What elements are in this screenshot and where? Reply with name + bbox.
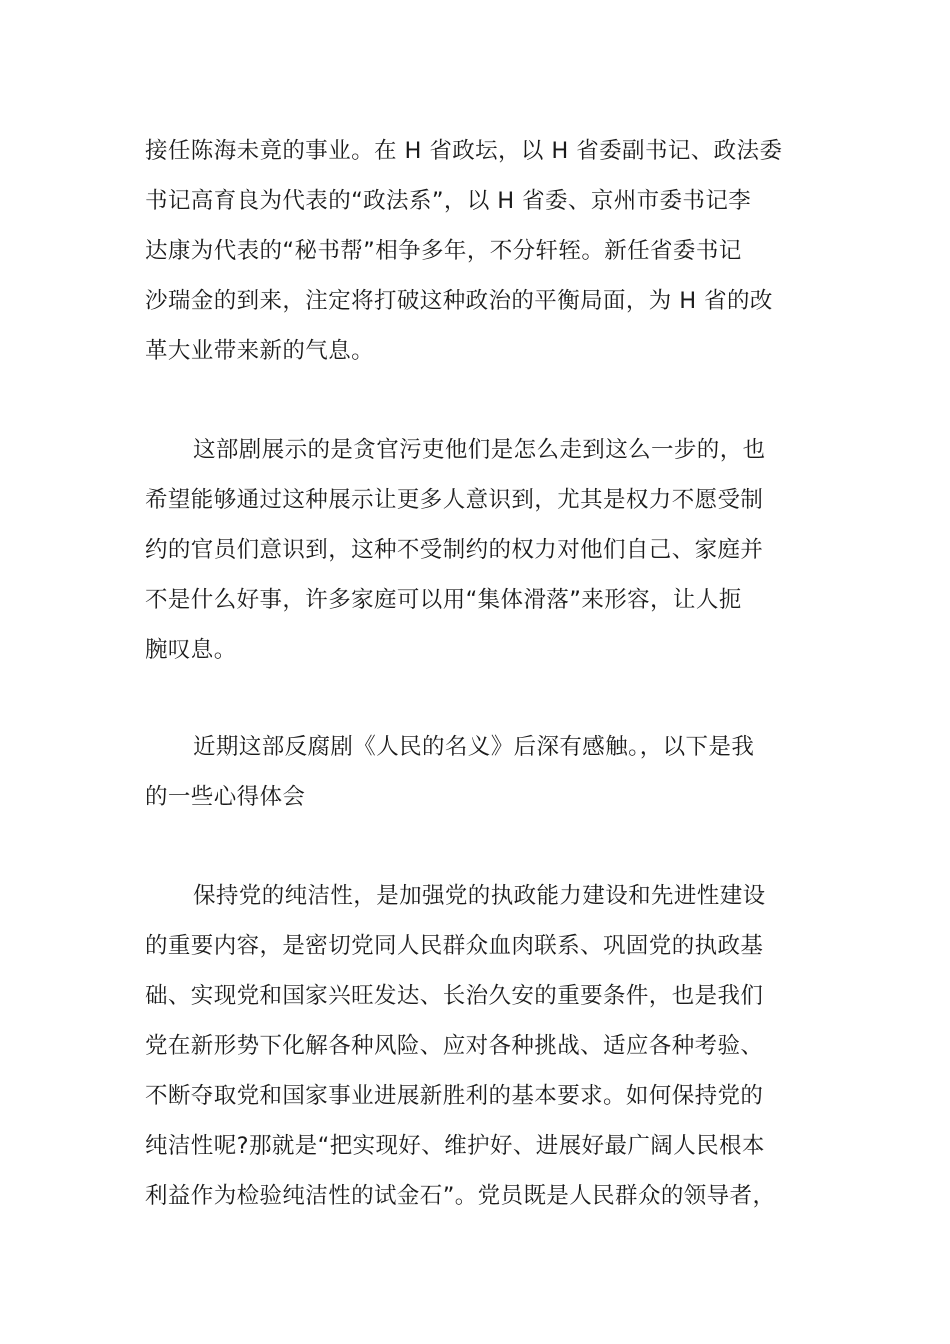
text-line: 革大业带来新的气息。 <box>145 338 375 364</box>
text-line: 的重要内容，是密切党同人民群众血肉联系、巩固党的执政基 <box>145 933 764 959</box>
text-line: 不断夺取党和国家事业进展新胜利的基本要求。如何保持党的 <box>145 1083 764 1109</box>
text-line: 接任陈海未竟的事业。在 H 省政坛，以 H 省委副书记、政法委 <box>145 138 783 164</box>
text-line: 这部剧展示的是贪官污吏他们是怎么走到这么一步的，也 <box>193 437 766 463</box>
text-line: 达康为代表的“秘书帮”相争多年，不分轩轾。新任省委书记 <box>145 238 742 264</box>
text-line: 的一些心得体会 <box>145 784 306 810</box>
text-line: 利益作为检验纯洁性的试金石”。党员既是人民群众的领导者， <box>145 1183 776 1209</box>
text-line: 希望能够通过这种展示让更多人意识到，尤其是权力不愿受制 <box>145 487 764 513</box>
paragraph-4 <box>145 871 825 1221</box>
paragraph-1 <box>145 126 825 376</box>
text-line: 不是什么好事，许多家庭可以用“集体滑落”来形容，让人扼 <box>145 587 742 613</box>
text-line: 书记高育良为代表的“政法系”，以 H 省委、京州市委书记李 <box>145 188 752 214</box>
text-line: 党在新形势下化解各种风险、应对各种挑战、适应各种考验、 <box>145 1033 764 1059</box>
paragraph-3 <box>145 722 825 822</box>
text-line: 腕叹息。 <box>145 637 237 663</box>
text-line: 沙瑞金的到来，注定将打破这种政治的平衡局面，为 H 省的改 <box>145 288 773 314</box>
text-line: 纯洁性呢?那就是“把实现好、维护好、进展好最广阔人民根本 <box>145 1133 765 1159</box>
text-line: 近期这部反腐剧《人民的名义》后深有感触。，以下是我 <box>193 734 755 760</box>
text-line: 约的官员们意识到，这种不受制约的权力对他们自己、家庭并 <box>145 537 764 563</box>
text-line: 础、实现党和国家兴旺发达、长治久安的重要条件，也是我们 <box>145 983 764 1009</box>
text-line: 保持党的纯洁性，是加强党的执政能力建设和先进性建设 <box>193 883 766 909</box>
paragraph-2 <box>145 425 825 675</box>
